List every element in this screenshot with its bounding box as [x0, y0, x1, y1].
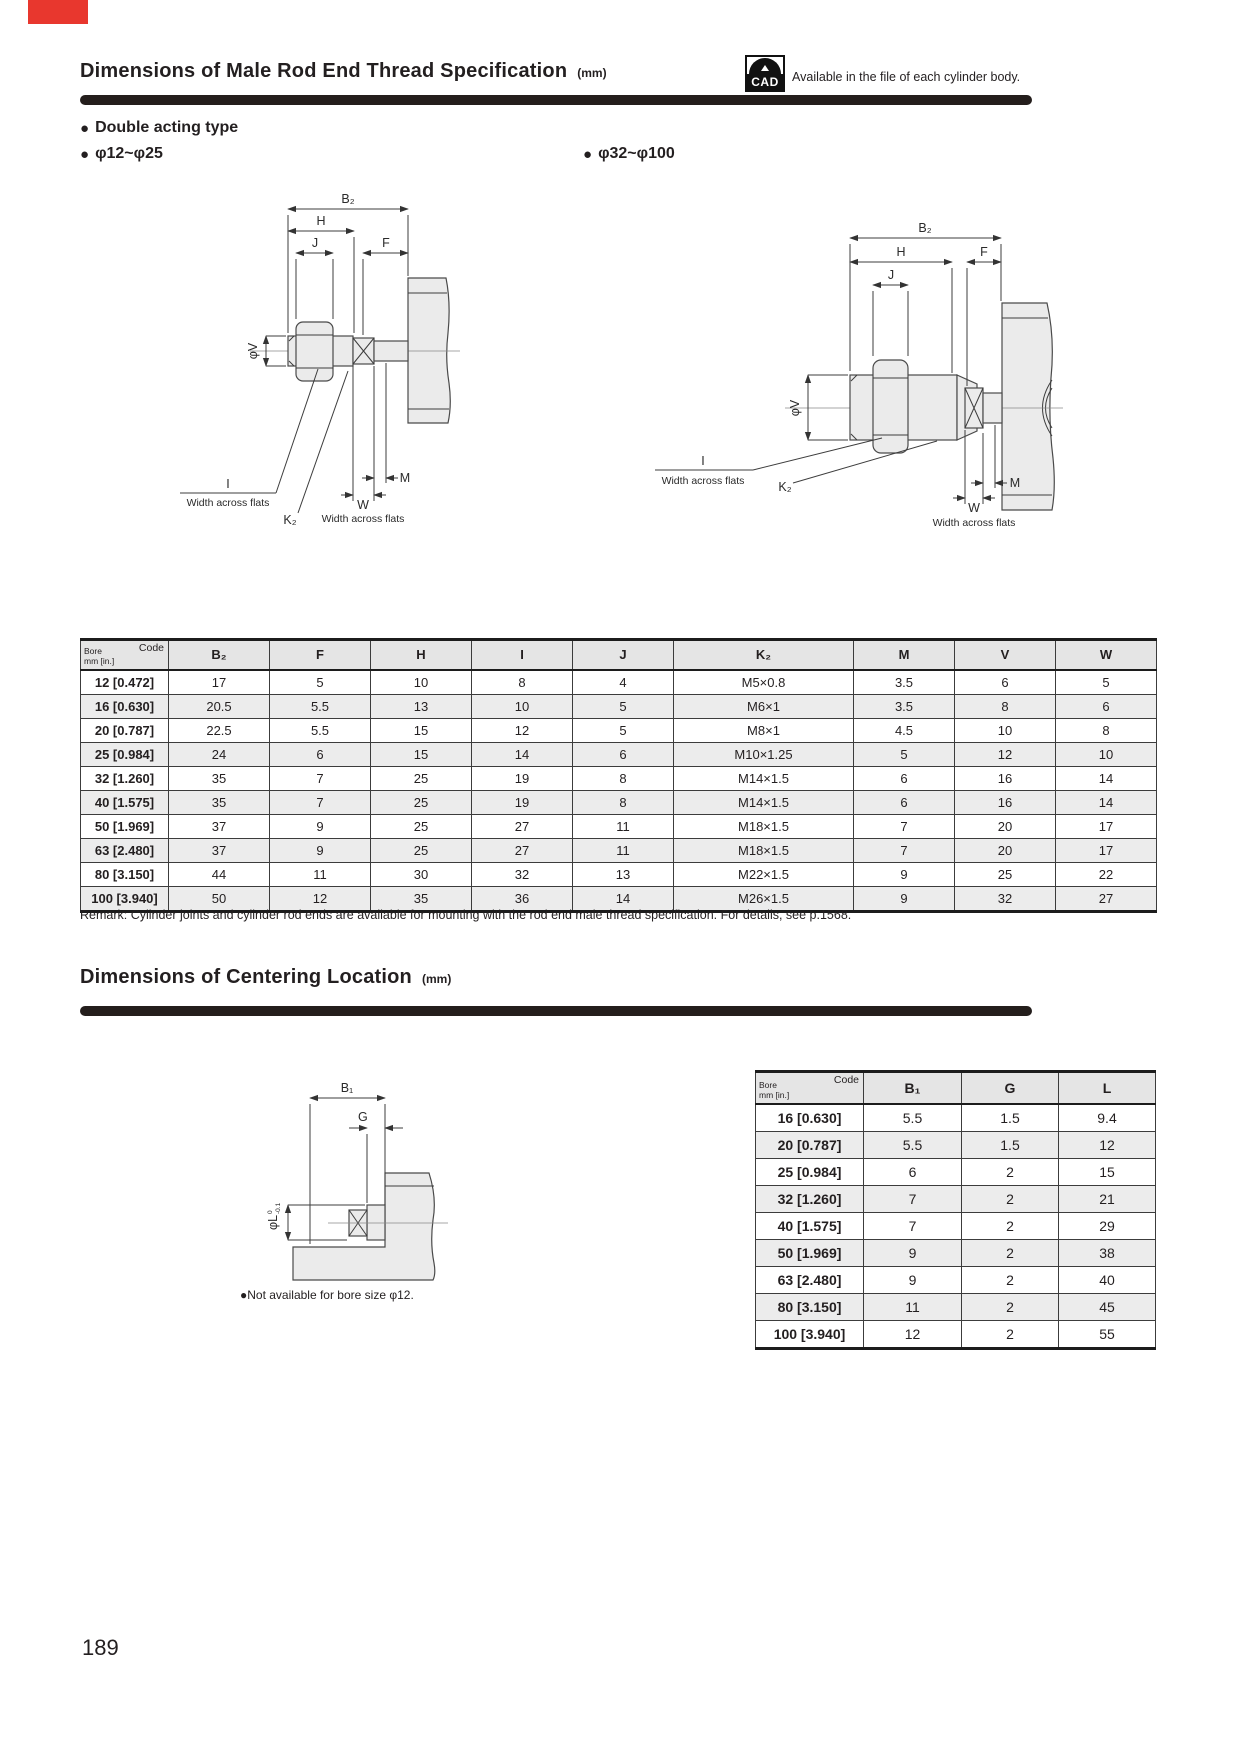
value-cell: 5.5 [270, 719, 371, 743]
dim-label-m: M [399, 471, 411, 485]
dim-label-w: W [968, 501, 980, 515]
value-cell: 10 [1056, 743, 1157, 767]
value-cell: M18×1.5 [674, 839, 854, 863]
column-header: B₂ [169, 640, 270, 671]
value-cell: 14 [573, 887, 674, 912]
value-cell: 35 [371, 887, 472, 912]
value-cell: 22.5 [169, 719, 270, 743]
dim-label-f: F [980, 245, 988, 259]
value-cell: 15 [1059, 1159, 1156, 1186]
bore-size-cell: 80 [3.150] [756, 1294, 864, 1321]
value-cell: 14 [472, 743, 573, 767]
value-cell: 8 [472, 670, 573, 695]
corner-bore-line1: Bore [84, 646, 102, 657]
value-cell: 38 [1059, 1240, 1156, 1267]
acting-type-line [80, 119, 238, 137]
value-cell: 27 [472, 839, 573, 863]
value-cell: 5 [1056, 670, 1157, 695]
value-cell: M5×0.8 [674, 670, 854, 695]
value-cell: M26×1.5 [674, 887, 854, 912]
column-header: I [472, 640, 573, 671]
bore-range-large-label: φ32~φ100 [598, 145, 675, 162]
value-cell: 2 [962, 1213, 1059, 1240]
bore-size-cell: 12 [0.472] [81, 670, 169, 695]
bullet-icon: ● [583, 145, 593, 163]
value-cell: 2 [962, 1321, 1059, 1349]
value-cell: M18×1.5 [674, 815, 854, 839]
value-cell: 10 [955, 719, 1056, 743]
value-cell: 5 [573, 719, 674, 743]
header-row [81, 640, 1157, 671]
centering-location-diagram [233, 1058, 453, 1283]
value-cell: 11 [864, 1294, 962, 1321]
dim-label-h: H [316, 214, 326, 228]
dim-label-h: H [896, 245, 906, 259]
value-cell: 12 [864, 1321, 962, 1349]
cad-label: CAD [747, 74, 783, 90]
dim-label-k2: K₂ [283, 513, 297, 527]
value-cell: 3.5 [854, 695, 955, 719]
bore-size-cell: 16 [0.630] [81, 695, 169, 719]
value-cell: 20.5 [169, 695, 270, 719]
value-cell: 7 [270, 767, 371, 791]
value-cell: 6 [573, 743, 674, 767]
value-cell: 37 [169, 815, 270, 839]
column-header: L [1059, 1072, 1156, 1105]
value-cell: 4 [573, 670, 674, 695]
dim-label-b2: B₂ [918, 221, 932, 235]
dim-label-j: J [311, 236, 319, 250]
value-cell: 15 [371, 743, 472, 767]
table-row [756, 1104, 1156, 1132]
value-cell: 55 [1059, 1321, 1156, 1349]
corner-bore-line1: Bore [759, 1080, 777, 1091]
value-cell: 6 [854, 791, 955, 815]
bore-size-cell: 32 [1.260] [756, 1186, 864, 1213]
bore-size-cell: 40 [1.575] [756, 1213, 864, 1240]
value-cell: 7 [854, 815, 955, 839]
value-cell: 8 [573, 791, 674, 815]
bore-size-cell: 100 [3.940] [756, 1321, 864, 1349]
value-cell: 2 [962, 1294, 1059, 1321]
page-number: 189 [82, 1635, 119, 1660]
value-cell: 9 [854, 887, 955, 912]
dim-label-i: I [701, 454, 705, 468]
value-cell: 10 [472, 695, 573, 719]
table-row [81, 670, 1157, 695]
rod-end-diagram-large-bore [635, 188, 1065, 533]
value-cell: 11 [573, 815, 674, 839]
bore-size-cell: 20 [0.787] [81, 719, 169, 743]
value-cell: 8 [955, 695, 1056, 719]
dim-label-phi-v: φV [788, 399, 802, 417]
value-cell: 32 [955, 887, 1056, 912]
section2-unit-label: (mm) [421, 972, 452, 986]
value-cell: 21 [1059, 1186, 1156, 1213]
dim-label-g: G [358, 1110, 368, 1124]
value-cell: 9 [270, 839, 371, 863]
table-body [756, 1104, 1156, 1349]
dim-label-w: W [357, 498, 369, 512]
value-cell: 40 [1059, 1267, 1156, 1294]
column-header: G [962, 1072, 1059, 1105]
value-cell: 24 [169, 743, 270, 767]
bore-size-cell: 40 [1.575] [81, 791, 169, 815]
dim-label-f: F [382, 236, 390, 250]
value-cell: M14×1.5 [674, 791, 854, 815]
cad-caret-icon [761, 65, 769, 71]
corner-bore-line2: mm [in.] [84, 656, 115, 667]
value-cell: 17 [1056, 815, 1157, 839]
corner-code-label: Code [833, 1074, 859, 1086]
corner-bore-label [759, 1081, 789, 1101]
section2-title: Dimensions of Centering Location [80, 966, 412, 988]
value-cell: 19 [472, 791, 573, 815]
section1-header [80, 60, 607, 83]
cylinder-body-outline [293, 1173, 435, 1280]
value-cell: 1.5 [962, 1132, 1059, 1159]
table-row [81, 839, 1157, 863]
value-cell: 12 [270, 887, 371, 912]
value-cell: M6×1 [674, 695, 854, 719]
corner-header-cell [756, 1072, 864, 1105]
section2-header [80, 966, 451, 989]
value-cell: M14×1.5 [674, 767, 854, 791]
value-cell: 2 [962, 1186, 1059, 1213]
value-cell: 11 [573, 839, 674, 863]
dim-label-j: J [887, 268, 895, 282]
value-cell: 25 [371, 839, 472, 863]
value-cell: 2 [962, 1240, 1059, 1267]
value-cell: 7 [864, 1186, 962, 1213]
value-cell: 9 [864, 1267, 962, 1294]
bore-size-cell: 32 [1.260] [81, 767, 169, 791]
dim-label-m: M [1009, 476, 1021, 490]
column-header: K₂ [674, 640, 854, 671]
value-cell: 5 [573, 695, 674, 719]
table-row [81, 695, 1157, 719]
value-cell: 14 [1056, 791, 1157, 815]
table-row [81, 767, 1157, 791]
dim-label-b1: B₁ [340, 1081, 354, 1095]
rod-end-thread-dimensions-table [80, 638, 1157, 913]
width-across-flats-label: Width across flats [932, 517, 1016, 529]
value-cell: 25 [371, 815, 472, 839]
value-cell: 6 [854, 767, 955, 791]
value-cell: 27 [472, 815, 573, 839]
value-cell: 16 [955, 767, 1056, 791]
cad-badge [745, 55, 785, 92]
value-cell: 14 [1056, 767, 1157, 791]
dim-label-phi-l-group [266, 1202, 282, 1230]
value-cell: 25 [371, 767, 472, 791]
dim-label-i: I [226, 477, 230, 491]
value-cell: 30 [371, 863, 472, 887]
value-cell: 4.5 [854, 719, 955, 743]
note-text: Not available for bore size φ12. [247, 1288, 414, 1302]
column-header: W [1056, 640, 1157, 671]
value-cell: 10 [371, 670, 472, 695]
bullet-icon: ● [80, 145, 90, 163]
value-cell: 25 [371, 791, 472, 815]
value-cell: M22×1.5 [674, 863, 854, 887]
value-cell: 8 [573, 767, 674, 791]
value-cell: M10×1.25 [674, 743, 854, 767]
bore-size-cell: 50 [1.969] [756, 1240, 864, 1267]
value-cell: 7 [864, 1213, 962, 1240]
bore-size-cell: 50 [1.969] [81, 815, 169, 839]
bore-range-small-label: φ12~φ25 [95, 145, 163, 162]
value-cell: 50 [169, 887, 270, 912]
bullet-icon: ● [240, 1288, 248, 1302]
bore-size-cell: 80 [3.150] [81, 863, 169, 887]
table-row [81, 719, 1157, 743]
value-cell: M8×1 [674, 719, 854, 743]
value-cell: 27 [1056, 887, 1157, 912]
value-cell: 6 [955, 670, 1056, 695]
column-header: J [573, 640, 674, 671]
corner-bore-line2: mm [in.] [759, 1090, 790, 1101]
value-cell: 6 [864, 1159, 962, 1186]
section1-unit-label: (mm) [577, 66, 607, 80]
dim-label-k2: K₂ [778, 480, 792, 494]
value-cell: 5.5 [864, 1132, 962, 1159]
column-header: M [854, 640, 955, 671]
cad-availability-note: Available in the file of each cylinder body. [792, 70, 1021, 84]
corner-bore-label [84, 647, 114, 667]
section1-divider-bar [80, 95, 1032, 105]
bore-size-cell: 63 [2.480] [81, 839, 169, 863]
value-cell: 9.4 [1059, 1104, 1156, 1132]
dim-label-phi-v: φV [246, 342, 260, 360]
rod-end-diagram-small-bore [158, 183, 468, 528]
table-row [756, 1321, 1156, 1349]
value-cell: 5 [854, 743, 955, 767]
centering-location-table [755, 1070, 1156, 1350]
table-row [81, 815, 1157, 839]
header-row [756, 1072, 1156, 1105]
value-cell: 32 [472, 863, 573, 887]
column-header: H [371, 640, 472, 671]
dim-label-phi-l: φL [266, 1214, 280, 1230]
value-cell: 5.5 [270, 695, 371, 719]
value-cell: 3.5 [854, 670, 955, 695]
rod-end-parts [850, 360, 1002, 453]
value-cell: 2 [962, 1267, 1059, 1294]
value-cell: 17 [1056, 839, 1157, 863]
value-cell: 15 [371, 719, 472, 743]
value-cell: 20 [955, 815, 1056, 839]
value-cell: 11 [270, 863, 371, 887]
bore-size-cell: 16 [0.630] [756, 1104, 864, 1132]
column-header: B₁ [864, 1072, 962, 1105]
table-body [81, 670, 1157, 912]
value-cell: 7 [270, 791, 371, 815]
value-cell: 44 [169, 863, 270, 887]
corner-code-label: Code [138, 642, 164, 654]
width-across-flats-label: Width across flats [321, 513, 405, 525]
value-cell: 5.5 [864, 1104, 962, 1132]
bore-size-cell: 63 [2.480] [756, 1267, 864, 1294]
table-row [756, 1267, 1156, 1294]
acting-type-label: Double acting type [95, 119, 239, 136]
table-row [756, 1294, 1156, 1321]
value-cell: 9 [864, 1240, 962, 1267]
page-corner-tab [28, 0, 88, 24]
value-cell: 6 [1056, 695, 1157, 719]
section1-title: Dimensions of Male Rod End Thread Specification [80, 60, 568, 82]
value-cell: 37 [169, 839, 270, 863]
value-cell: 20 [955, 839, 1056, 863]
value-cell: 16 [955, 791, 1056, 815]
bore-size-cell: 100 [3.940] [81, 887, 169, 912]
table-row [81, 743, 1157, 767]
table-row [81, 791, 1157, 815]
tolerance-upper: 0 [267, 1210, 274, 1214]
value-cell: 19 [472, 767, 573, 791]
width-across-flats-label: Width across flats [186, 497, 270, 509]
bore-range-large-line [583, 145, 675, 163]
value-cell: 12 [472, 719, 573, 743]
value-cell: 35 [169, 791, 270, 815]
dim-label-b2: B₂ [341, 192, 355, 206]
table-row [756, 1213, 1156, 1240]
column-header: F [270, 640, 371, 671]
tolerance-lower: -0.1 [275, 1202, 282, 1214]
value-cell: 2 [962, 1159, 1059, 1186]
dimension-lines [655, 238, 1007, 504]
value-cell: 7 [854, 839, 955, 863]
bore12-availability-note [240, 1288, 414, 1302]
value-cell: 45 [1059, 1294, 1156, 1321]
value-cell: 25 [955, 863, 1056, 887]
bullet-icon: ● [80, 119, 90, 137]
value-cell: 5 [270, 670, 371, 695]
table-remark: Remark: Cylinder joints and cylinder rod ends are available for mounting with the rod end male thread specification. For details, see p.1568. [80, 908, 852, 922]
column-header: V [955, 640, 1056, 671]
table-row [756, 1240, 1156, 1267]
value-cell: 13 [371, 695, 472, 719]
width-across-flats-label: Width across flats [661, 475, 745, 487]
value-cell: 6 [270, 743, 371, 767]
value-cell: 13 [573, 863, 674, 887]
value-cell: 17 [169, 670, 270, 695]
table-row [756, 1159, 1156, 1186]
value-cell: 9 [854, 863, 955, 887]
bore-range-small-line [80, 145, 163, 163]
section2-divider-bar [80, 1006, 1032, 1016]
table-row [756, 1186, 1156, 1213]
bore-size-cell: 20 [0.787] [756, 1132, 864, 1159]
table-row [81, 863, 1157, 887]
value-cell: 8 [1056, 719, 1157, 743]
bore-size-cell: 25 [0.984] [81, 743, 169, 767]
cylinder-body-outline [408, 278, 450, 423]
value-cell: 12 [955, 743, 1056, 767]
bore-size-cell: 25 [0.984] [756, 1159, 864, 1186]
corner-header-cell [81, 640, 169, 671]
table-row [756, 1132, 1156, 1159]
value-cell: 35 [169, 767, 270, 791]
value-cell: 9 [270, 815, 371, 839]
value-cell: 29 [1059, 1213, 1156, 1240]
value-cell: 1.5 [962, 1104, 1059, 1132]
value-cell: 12 [1059, 1132, 1156, 1159]
value-cell: 22 [1056, 863, 1157, 887]
value-cell: 36 [472, 887, 573, 912]
